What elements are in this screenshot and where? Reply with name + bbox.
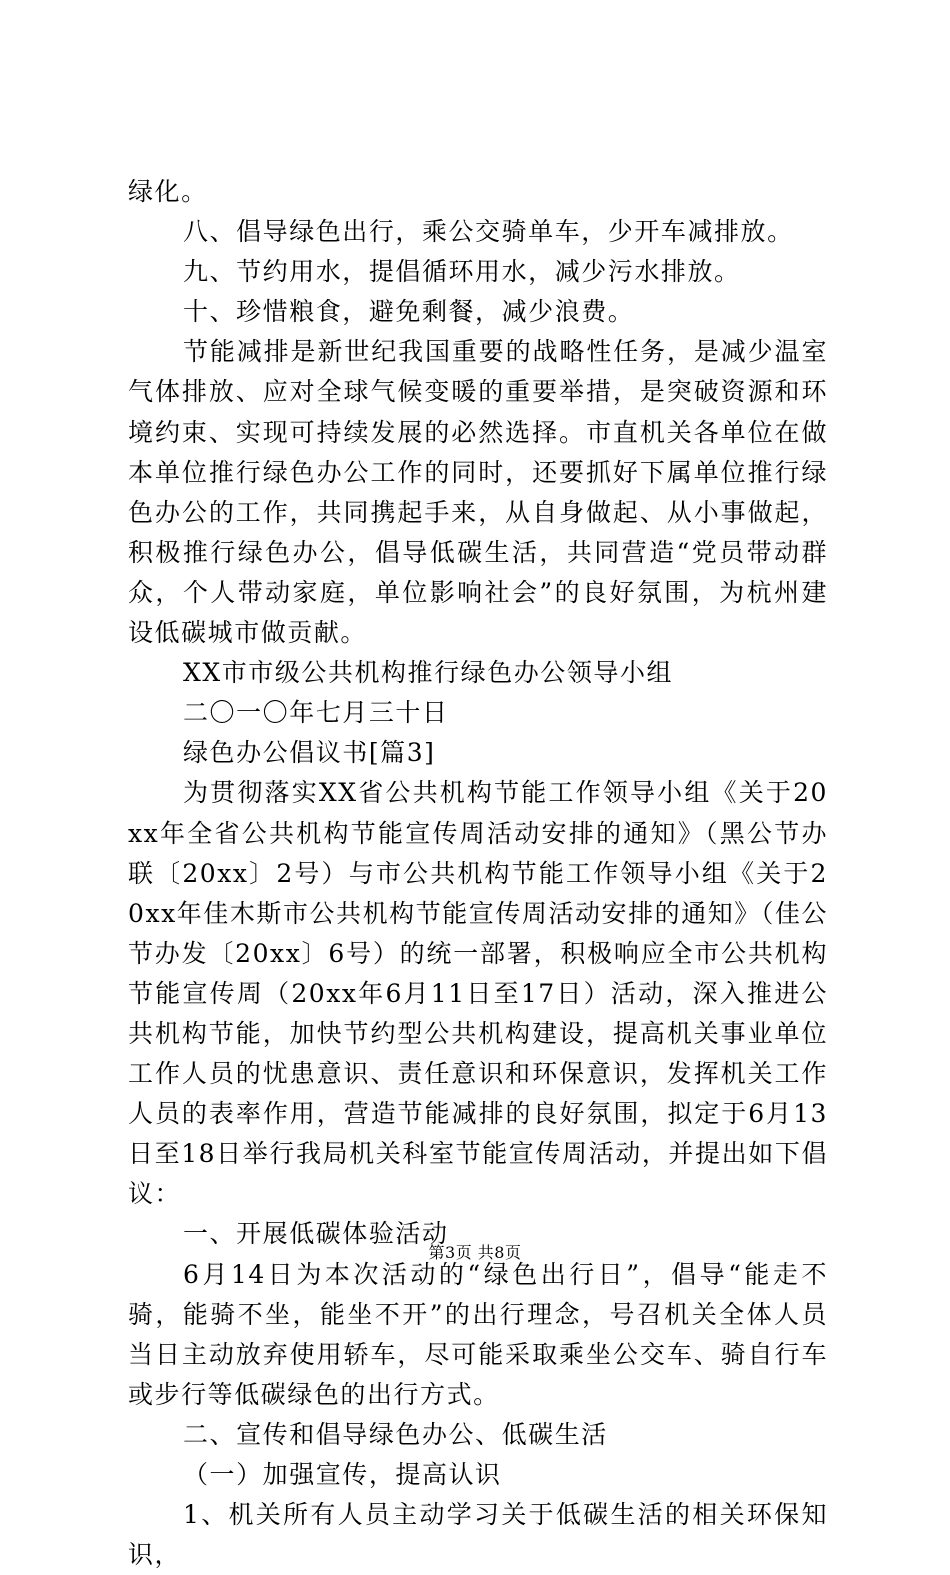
signature-date: 二〇一〇年七月三十日 bbox=[183, 698, 449, 728]
paragraph-9: 为贯彻落实XX省公共机构节能工作领导小组《关于20xx年全省公共机构节能宣传周活动安排的通知》（黑公节办联〔20xx〕2号）与市公共机构节能工作领导小组《关于20xx年佳木斯市公共机构节能宣传周活动安排的通知》（佳公节办发〔20xx〕6号）的统一部署，积极响应全市公共机构节能宣传周（20xx年6月11日至17日）活动，深入推进公共机构节能，加快节约型公共机构建设，提高机关事业单位工作人员的忧患意识、责任意识和环保意识，发挥机关工作人员的表率作用，营造节能减排的良好氛围，拟定于6月13日至18日举行我局机关科室节能宣传周活动，并提出如下倡议： bbox=[128, 778, 829, 1209]
subheading-1: （一）加强宣传，提高认识 bbox=[183, 1460, 502, 1489]
paragraph-5: 节能减排是新世纪我国重要的战略性任务，是减少温室气体排放、应对全球气候变暖的重要举措，是突破资源和环境约束、实现可持续发展的必然选择。市直机关各单位在做本单位推行绿色办公工作的同时，还要抓好下属单位推行绿色办公的工作，共同携起手来，从自身做起、从小事做起，积极推行绿色办公，倡导低碳生活，共同营造“党员带动群众，个人带动家庭，单位影响社会”的良好氛围，为杭州建设低碳城市做贡献。 bbox=[128, 337, 828, 648]
paragraph-11: 6月14日为本次活动的“绿色出行日”，倡导“能走不骑，能骑不坐，能坐不开”的出行理念，号召机关全体人员当日主动放弃使用轿车，尽可能采取乘坐公交车、骑自行车或步行等低碳绿色的出行方式。 bbox=[128, 1259, 828, 1409]
heading-1: 一、开展低碳体验活动 bbox=[183, 1219, 449, 1249]
signature-org: XX市市级公共机构推行绿色办公领导小组 bbox=[183, 658, 674, 688]
paragraph-2: 八、倡导绿色出行，乘公交骑单车，少开车减排放。 bbox=[183, 217, 794, 247]
section-title: 绿色办公倡议书[篇3] bbox=[183, 738, 436, 768]
heading-2: 二、宣传和倡导绿色办公、低碳生活 bbox=[183, 1419, 608, 1449]
paragraph-1: 绿化。 bbox=[128, 177, 208, 206]
document-body bbox=[128, 172, 828, 1575]
page-number: 第3页 共8页 bbox=[428, 1243, 522, 1262]
paragraph-3: 九、节约用水，提倡循环用水，减少污水排放。 bbox=[183, 257, 741, 287]
paragraph-4: 十、珍惜粮食，避免剩餐，减少浪费。 bbox=[183, 297, 635, 327]
paragraph-14: 1、机关所有人员主动学习关于低碳生活的相关环保知识， bbox=[128, 1500, 828, 1570]
